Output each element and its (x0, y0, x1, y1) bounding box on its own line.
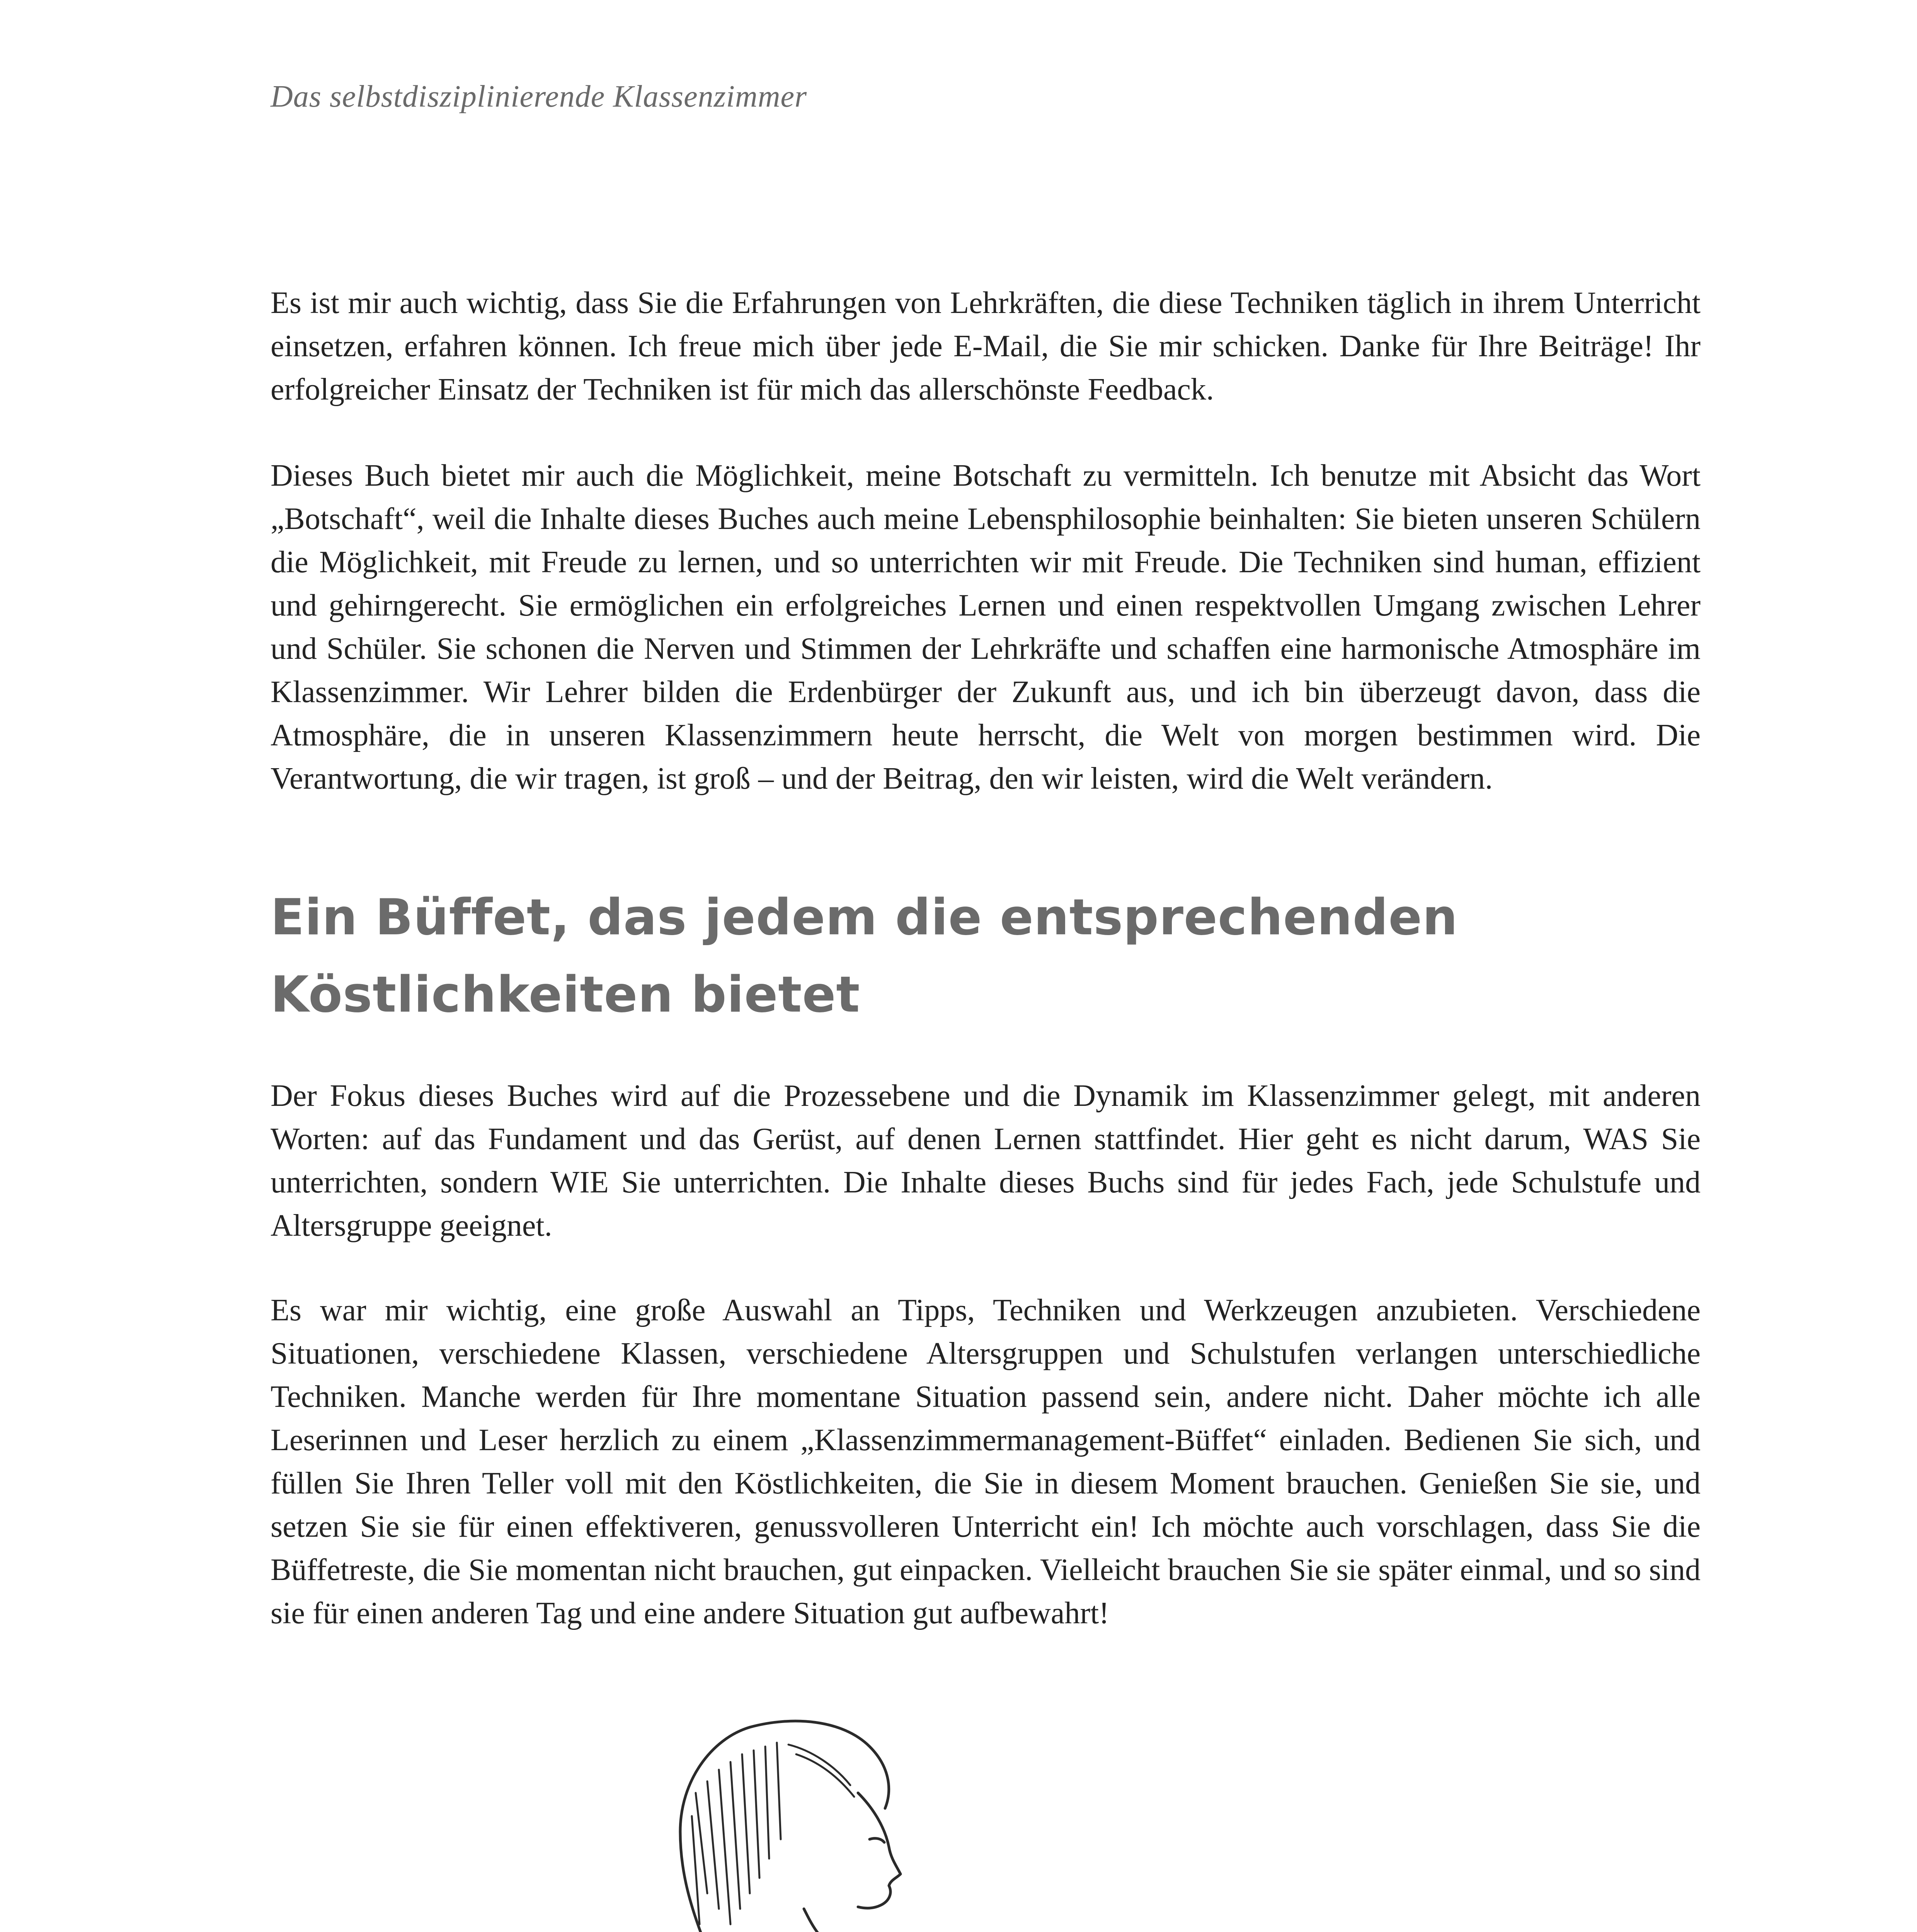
running-header: Das selbstdisziplinierende Klassenzimmer (271, 80, 807, 114)
section-heading: Ein Büffet, das jedem die entsprechenden Köstlichkeiten bietet (271, 889, 1458, 1024)
neck (804, 1909, 835, 1932)
paragraph-2: Dieses Buch bietet mir auch die Möglichkeit, meine Botschaft zu vermitteln. Ich benutze mit Absicht das Wort „Botschaft“, weil die Inhalte dieses Buches auch meine Lebensphilosophie beinhalten: Sie bieten unseren Schülern die Möglichkeit, mit Freude zu lernen, und so unterrichten wir mit Freude. Die Techniken sind human, effizient und gehirngerecht. Sie ermöglichen ein erfolgreiches Lernen und einen respektvollen Umgang zwischen Lehrer und Schüler. Sie schonen die Nerven und Stimmen der Lehrkräfte und schaffen eine harmonische Atmosphäre im Klassenzimmer. Wir Lehrer bilden die Erdenbürger der Zukunft aus, und ich bin überzeugt davon, dass die Atmosphäre, die in unseren Klassenzimmern heute herrscht, die Welt von morgen bestimmen wird. Die Verantwortung, die wir tragen, ist groß – und der Beitrag, den wir leisten, wird die Welt verändern. (271, 459, 1701, 796)
eye (870, 1838, 884, 1842)
hair-strands (692, 1743, 854, 1924)
face-profile (858, 1793, 901, 1908)
paragraph-3: Der Fokus dieses Buches wird auf die Prozessebene und die Dynamik im Klassenzimmer gelegt, mit anderen Worten: auf das Fundament und das Gerüst, auf denen Lernen stattfindet. Hier geht es nicht darum, WAS Sie unterrichten, sondern WIE Sie unterrichten. Die Inhalte dieses Buchs sind für jedes Fach, jede Schulstufe und Altersgruppe geeignet. (271, 1079, 1701, 1243)
paragraph-4: Es war mir wichtig, eine große Auswahl an Tipps, Techniken und Werkzeugen anzubieten. Verschiedene Situationen, verschiedene Klassen, verschiedene Altersgruppen und Schulstufen verlangen unterschiedliche Techniken. Manche werden für Ihre momentane Situation passend sein, andere nicht. Daher möchte ich alle Leserinnen und Leser herzlich zu einem „Klassenzimmermanagement-Büffet“ einladen. Bedienen Sie sich, und füllen Sie Ihren Teller voll mit den Köstlichkeiten, die Sie in diesem Moment brauchen. Genießen Sie sie, und setzen Sie sie für einen effektiveren, genussvolleren Unterricht ein! Ich möchte auch vorschlagen, dass Sie die Büffetreste, die Sie momentan nicht brauchen, gut einpacken. Vielleicht brauchen Sie sie später einmal, und so sind sie für einen anderen Tag und eine andere Situation gut aufbewahrt! (271, 1293, 1701, 1630)
buffet-girl-illustration (564, 1692, 1484, 1932)
paragraph-1: Es ist mir auch wichtig, dass Sie die Erfahrungen von Lehrkräften, die diese Techniken täglich in ihrem Unterricht einsetzen, erfahren können. Ich freue mich über jede E-Mail, die Sie mir schicken. Danke für Ihre Beiträge! Ihr erfolgreicher Einsatz der Techniken ist für mich das allerschönste Feedback. (271, 286, 1701, 406)
